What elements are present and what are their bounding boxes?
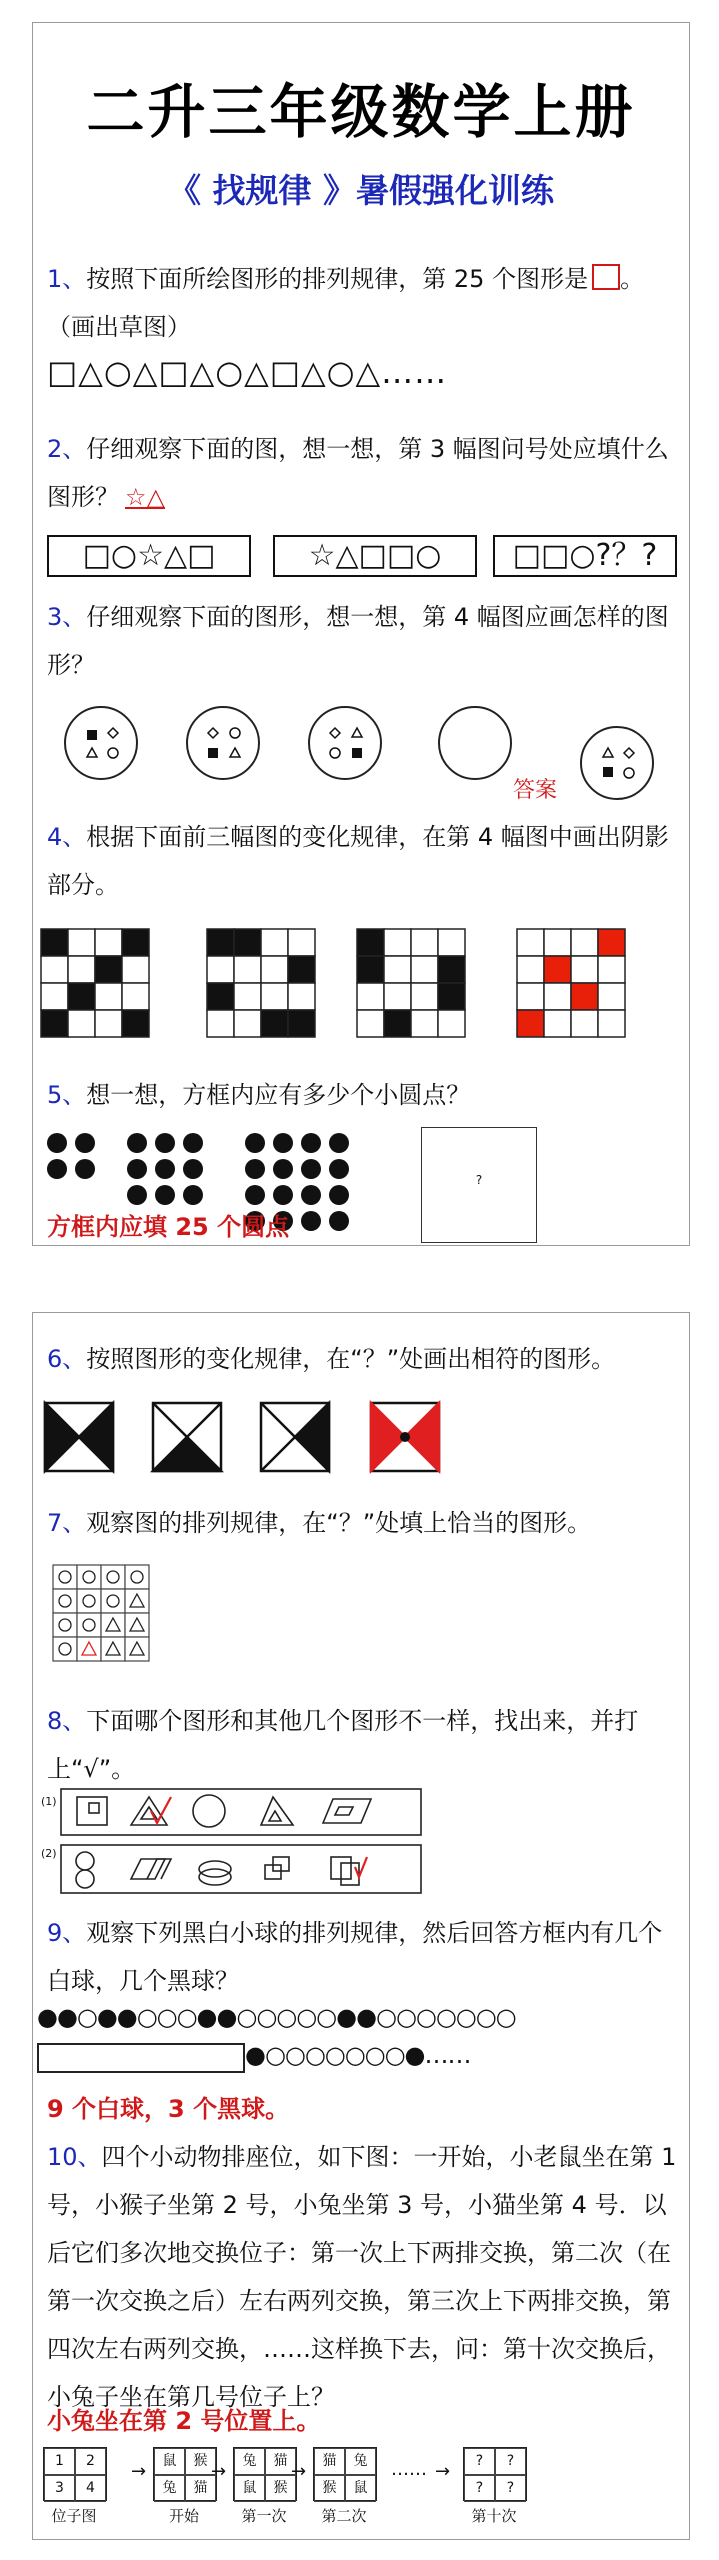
seat-cell: 猫 [265,2448,296,2475]
question-3: 3、仔细观察下面的图形，想一想，第 4 幅图应画怎样的图形？ [47,603,669,679]
question-1: 1、按照下面所绘图形的排列规律，第 25 个图形是 。 （画出草图） [47,265,645,341]
seat-cell: ? [464,2448,495,2475]
pattern-box-2: ☆△□□○ [273,535,477,577]
seat-cell: 鼠 [345,2475,376,2502]
seat-cell: ? [495,2475,526,2502]
seat-cell: ? [495,2448,526,2475]
page-subtitle: 《 找规律 》暑假强化训练 [168,171,554,210]
seat-cell: ? [464,2475,495,2502]
seat-cell: 3 [44,2475,75,2502]
seat-cell: 1 [44,2448,75,2475]
shaded-grid-2 [207,929,315,1037]
dot-group-1 [47,1133,95,1179]
question-6: 6、按照图形的变化规律，在“？”处画出相符的图形。 [47,1345,616,1373]
worksheet-page-1 [32,22,690,1246]
question-2: 2、仔细观察下面的图，想一想，第 3 幅图问号处应填什么图形？ ☆△ [47,435,669,511]
ball-sequence-row-2: ●○○○○○○○●…… [245,2041,471,2069]
question-7: 7、观察图的排列规律，在“？”处填上恰当的图形。 [47,1509,592,1537]
seat-grid-4 [313,2447,377,2501]
odd-one-out-figures [61,1789,441,1899]
seat-cell: 猴 [314,2475,345,2502]
shaded-grid-1 [41,929,149,1037]
arrow-right-icon: → [211,2461,227,2482]
question-8: 8、下面哪个图形和其他几个图形不一样，找出来，并打上“√”。 [47,1707,639,1783]
answer-label-3: 答案 [513,778,558,803]
question-10: 10、四个小动物排座位，如下图：一开始，小老鼠坐在第 1 号，小猴子坐第 2 号，小兔坐第 3 号，小猫坐第 4 号．以后它们多次地交换位子：第一次上下两排交换，第二次（在第一次交换之后）左右两列交换，第三次上下两排交换，第四次左右两列交换，……这样换下去，问：第十次交换后，小兔子坐在第几号位子上？ [47,2143,677,2411]
ball-sequence-row-1: ●●○●●○○○●●○○○○○●●○○○○○○○ [37,2003,516,2031]
shape-sequence: □△○△□△○△□△○△…… [47,353,448,391]
answer-9: 9 个白球，3 个黑球。 [47,2095,290,2123]
answer-5: 方框内应填 25 个圆点 [47,1213,290,1241]
seat-grid-label: 第十次 [471,2507,517,2525]
pattern-box-3: □□○?？? [493,535,677,577]
seat-cell: 猫 [185,2475,216,2502]
blank-answer-box [37,2043,245,2073]
seat-cell: 兔 [154,2475,185,2502]
seat-cell: 猴 [265,2475,296,2502]
seat-grid-5 [463,2447,527,2501]
pattern-box-1: □○☆△□ [47,535,251,577]
arrow-right-icon: → [291,2461,307,2482]
seat-grid-label: 第二次 [321,2507,367,2525]
question-4: 4、根据下面前三幅图的变化规律，在第 4 幅图中画出阴影部分。 [47,823,669,899]
shape-grid-figure [53,1565,173,1685]
question-5: 5、想一想，方框内应有多少个小圆点？ [47,1081,471,1109]
dot-group-2 [127,1133,203,1205]
seat-grids [43,2447,683,2527]
seat-grid-1 [43,2447,107,2501]
seat-grid-label: 第一次 [241,2507,287,2525]
seat-cell: 鼠 [234,2475,265,2502]
shaded-grid-4 [517,929,625,1037]
seat-cell: 鼠 [154,2448,185,2475]
answer-square-icon [592,264,620,290]
continuation-dots: …… [391,2459,427,2480]
circle-pattern-figures [43,695,683,805]
answer-10: 小兔坐在第 2 号位置上。 [47,2407,321,2435]
arrow-right-icon: → [131,2461,147,2482]
seat-cell: 兔 [345,2448,376,2475]
row-label-1: (1) [41,1795,57,1808]
seat-grid-label: 位子图 [51,2507,97,2525]
seat-cell: 2 [75,2448,106,2475]
arrow-right-icon: → [435,2461,451,2482]
box-question-mark: ? [475,1173,483,1187]
question-9: 9、观察下列黑白小球的排列规律，然后回答方框内有几个白球，几个黑球？ [47,1919,663,1995]
worksheet-page-2 [32,1312,690,2540]
seat-grid-3 [233,2447,297,2501]
page-title: 二升三年级数学上册 [86,78,636,146]
seat-cell: 猫 [314,2448,345,2475]
seat-cell: 猴 [185,2448,216,2475]
answer-2: ☆△ [125,483,165,511]
seat-grid-label: 开始 [168,2507,199,2525]
row-label-2: (2) [41,1847,57,1860]
shaded-grid-figures [41,929,681,1045]
seat-grid-2 [153,2447,217,2501]
shaded-grid-3 [357,929,465,1037]
check-mark-icon [151,1797,171,1823]
seat-cell: 4 [75,2475,106,2502]
triangle-square-figures [41,1399,681,1479]
seat-cell: 兔 [234,2448,265,2475]
